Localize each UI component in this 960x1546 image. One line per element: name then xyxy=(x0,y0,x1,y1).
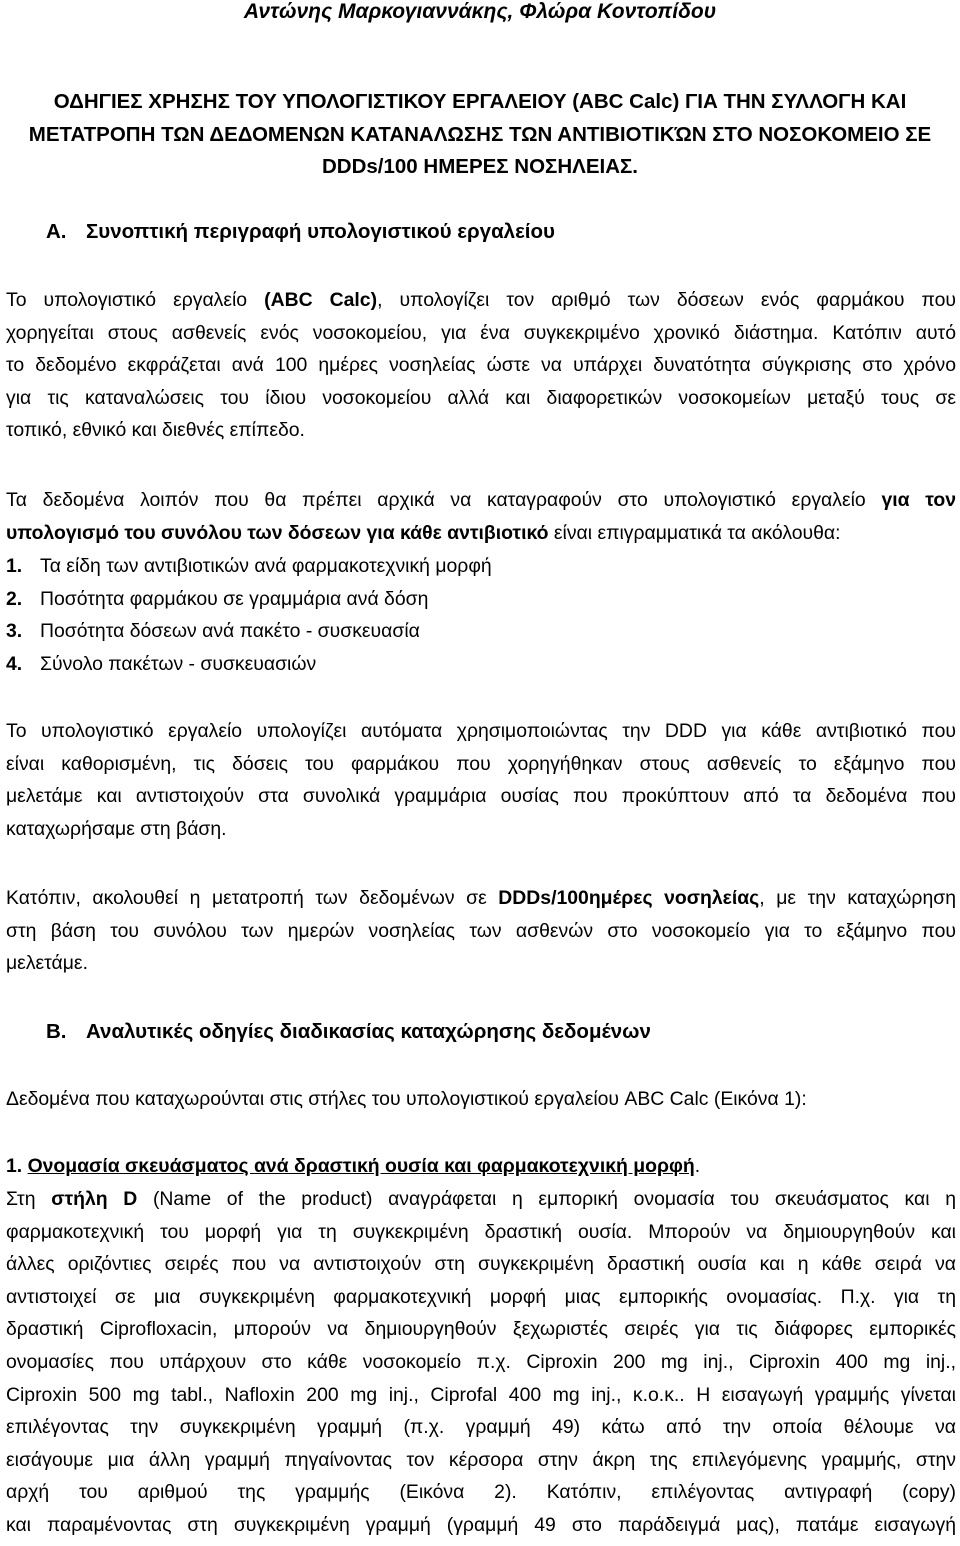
list-item-number: 1. xyxy=(6,555,23,577)
p2-text-cont: είναι επιγραμματικά τα ακόλουθα: xyxy=(548,521,841,544)
p1-line-1 xyxy=(6,284,956,317)
p2-bold-text-2: υπολογισμό του συνόλου των δόσεων για κάθε αντιβιοτικό xyxy=(6,521,549,544)
section-b-heading xyxy=(46,1017,651,1047)
p6-text: Στη xyxy=(6,1188,52,1210)
paragraph-1 xyxy=(6,284,956,447)
p1-line-3: το δεδομένο εκφράζεται ανά 100 ημέρες νοσηλείας ώστε να υπάρχει δυνατότητα σύγκρισης στο χρόνο xyxy=(6,354,956,377)
p6-line-6: ονομασίες που υπάρχουν στο κάθε νοσοκομείο π.χ. Ciproxin 200 mg inj., Ciproxin 400 mg inj., xyxy=(6,1350,956,1373)
p6-line-7: Ciproxin 500 mg tabl., Nafloxin 200 mg inj., Ciprofal 400 mg inj., κ.ο.κ.. Η εισαγωγή γραμμής γίνεται xyxy=(6,1383,956,1406)
item-1-heading xyxy=(6,1150,956,1183)
p3-line-3: μελετάμε και αντιστοιχούν στα συνολικά γραμμάρια ουσίας που προκύπτουν από τα δεδομένα που xyxy=(6,785,956,808)
p6-line-3: άλλες οριζόντιες σειρές που να αντιστοιχούν στη συγκεκριμένη δραστική ουσία και η κάθε σειρά να xyxy=(6,1253,956,1276)
p6-text-cont: (Name of the product) αναγράφεται η εμπορική ονομασία του σκευάσματος και η xyxy=(137,1188,956,1210)
p1-text-cont: , υπολογίζει τον αριθμό των δόσεων ενός φαρμάκου που xyxy=(377,289,956,311)
item-1-line xyxy=(6,1150,956,1183)
document-title xyxy=(0,86,960,184)
p4-bold-text: DDDs/100ημέρες νοσηλείας xyxy=(498,887,760,909)
list-item xyxy=(6,615,906,648)
p6-line-9: εισάγουμε μια άλλη γραμμή πηγαίνοντας τον κέρσορα στην άκρη της επιλεγόμενης γραμμής, στην xyxy=(6,1448,956,1471)
p4-text-cont: , με την καταχώρηση xyxy=(759,887,957,909)
authors-header: Αντώνης Μαρκογιαννάκης, Φλώρα Κοντοπίδου xyxy=(243,0,717,23)
p6-line-1 xyxy=(6,1183,956,1216)
paragraph-3 xyxy=(6,715,956,845)
p1-line-5: τοπικό, εθνικό και διεθνές επίπεδο. xyxy=(6,419,305,442)
data-list xyxy=(6,550,906,680)
item-1-number: 1. xyxy=(6,1155,23,1177)
p4-text: Κατόπιν, ακολουθεί η μετατροπή των δεδομένων σε xyxy=(6,887,499,909)
item-1-title: Ονομασία σκευάσματος ανά δραστική ουσία και φαρμακοτεχνική μορφή xyxy=(27,1155,695,1177)
title-line-3: DDDs/100 ΗΜΕΡΕΣ ΝΟΣΗΛΕΙΑΣ. xyxy=(321,155,638,178)
list-item-number: 3. xyxy=(6,620,23,643)
paragraph-2 xyxy=(6,484,956,549)
section-a-title: Συνοπτική περιγραφή υπολογιστικού εργαλείου xyxy=(86,220,555,243)
p1-line-2: χορηγείται στους ασθενείς ενός νοσοκομείου, για ένα συγκεκριμένο χρονικό διάστημα. Κατόπιν αυτό xyxy=(6,321,956,344)
p6-bold-column: στήλη D xyxy=(51,1188,138,1210)
p6-line-10: αρχή του αριθμού της γραμμής (Εικόνα 2). Κατόπιν, επιλέγοντας αντιγραφή (copy) xyxy=(6,1481,956,1504)
p6-line-2: φαρμακοτεχνική του μορφή για τη συγκεκριμένη δραστική ουσία. Μπορούν να δημιουργηθούν και xyxy=(6,1220,956,1243)
section-a-heading xyxy=(46,217,555,247)
p6-line-4: αντιστοιχεί σε μια συγκεκριμένη φαρμακοτεχνική μορφή μιας εμπορικής ονομασίας. Π.χ. για τη xyxy=(6,1285,956,1308)
section-b-label: Β. xyxy=(46,1020,67,1043)
p6-line-8: επιλέγοντας την συγκεκριμένη γραμμή (π.χ. γραμμή 49) κάτω από την οποία θέλουμε να xyxy=(6,1416,956,1439)
p4-line-3: μελετάμε. xyxy=(6,952,88,975)
list-item xyxy=(6,648,906,681)
p2-bold-text: για τον xyxy=(881,489,957,511)
section-b-title: Αναλυτικές οδηγίες διαδικασίας καταχώρησης δεδομένων xyxy=(86,1020,651,1043)
p3-line-2: είναι καθορισμένη, τις δόσεις του φαρμάκου που χορηγήθηκαν στους ασθενείς το εξάμηνο που xyxy=(6,752,956,775)
paragraph-4 xyxy=(6,882,956,980)
p6-line-11: και παραμένοντας στη συγκεκριμένη γραμμή (γραμμή 49 στο παράδειγμά μας), πατάμε εισαγωγή xyxy=(6,1513,956,1536)
list-item-number: 2. xyxy=(6,587,23,610)
title-line-2: ΜΕΤΑΤΡΟΠΗ ΤΩΝ ΔΕΔΟΜΕΝΩΝ ΚΑΤΑΝΑΛΩΣΗΣ ΤΩΝ ΑΝΤΙΒΙΟΤΙΚΏΝ ΣΤΟ ΝΟΣΟΚΟΜΕΙΟ ΣΕ xyxy=(28,122,932,146)
list-item-text: Τα είδη των αντιβιοτικών ανά φαρμακοτεχνική μορφή xyxy=(40,555,492,577)
p5-line: Δεδομένα που καταχωρούνται στις στήλες του υπολογιστικού εργαλείου ABC Calc (Εικόνα 1): xyxy=(6,1088,807,1110)
p3-line-1: Το υπολογιστικό εργαλείο υπολογίζει αυτόματα χρησιμοποιώντας την DDD για κάθε αντιβιοτικό που xyxy=(6,720,956,742)
p4-line-2: στη βάση του συνόλου των ημερών νοσηλείας των ασθενών στο νοσοκομείο για το εξάμηνο που xyxy=(6,919,956,942)
list-item xyxy=(6,550,906,583)
p2-line-1 xyxy=(6,484,956,517)
item-1-period: . xyxy=(694,1155,701,1177)
p3-line-4: καταχωρήσαμε στη βάση. xyxy=(6,817,227,840)
p1-line-4: για τις καταναλώσεις του ίδιου νοσοκομείου αλλά και διαφορετικών νοσοκομείων μεταξύ τους σε xyxy=(6,386,956,409)
section-a-label: Α. xyxy=(46,220,67,243)
p1-text: Το υπολογιστικό εργαλείο xyxy=(6,289,265,311)
list-item-text: Ποσότητα φαρμάκου σε γραμμάρια ανά δόση xyxy=(40,587,429,610)
paragraph-6 xyxy=(6,1183,956,1542)
p6-line-5: δραστική Ciprofloxacin, μπορούν να δημιουργηθούν ξεχωριστές σειρές για τις διάφορες εμπορικές xyxy=(6,1318,956,1341)
list-item xyxy=(6,583,906,616)
list-item-number: 4. xyxy=(6,652,23,675)
paragraph-5 xyxy=(6,1083,956,1116)
p4-line-1 xyxy=(6,882,956,915)
p2-text: Τα δεδομένα λοιπόν που θα πρέπει αρχικά να καταγραφούν στο υπολογιστικό εργαλείο xyxy=(6,489,882,511)
p1-tool-name: (ABC Calc) xyxy=(264,289,378,311)
list-item-text: Σύνολο πακέτων - συσκευασιών xyxy=(40,652,317,675)
title-line-1: ΟΔΗΓΙΕΣ ΧΡΗΣΗΣ ΤΟΥ ΥΠΟΛΟΓΙΣΤΙΚΟΥ ΕΡΓΑΛΕΙΟΥ (ABC Calc) ΓΙΑ ΤΗΝ ΣΥΛΛΟΓΗ ΚΑΙ xyxy=(53,90,907,113)
p2-line-2 xyxy=(6,517,956,550)
list-item-text: Ποσότητα δόσεων ανά πακέτο - συσκευασία xyxy=(40,620,420,643)
